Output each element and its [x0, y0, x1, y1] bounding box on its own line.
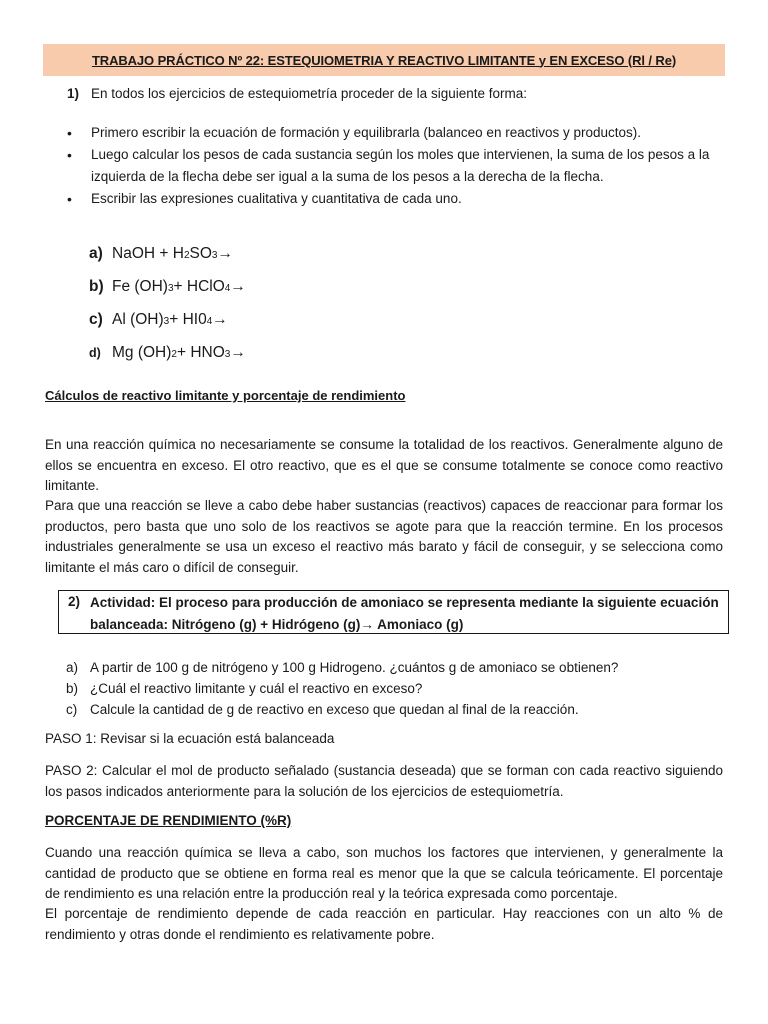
- paragraph: Para que una reacción se lleve a cabo debe haber sustancias (reactivos) capaces de reaccionar para formar los productos, pero basta que uno solo de los reactivos se agote para que la reacción termine. En los procesos industriales generalmente se usa un exceso el reactivo más barato y fácil de conseguir, y se selecciona como limitante el más caro o difícil de conseguir.: [45, 498, 723, 575]
- paragraph: En una reacción química no necesariamente se consume la totalidad de los reactivos. Generalmente alguno de ellos se encuentra en exceso. El otro reactivo, que es el que se consume totalmente se conoce como reactivo limitante.: [45, 437, 723, 494]
- activity-number: 2): [68, 594, 81, 609]
- section-heading-limiting-reagent: Cálculos de reactivo limitante y porcentaje de rendimiento: [45, 388, 406, 403]
- page-title: TRABAJO PRÁCTICO Nº 22: ESTEQUIOMETRIA Y REACTIVO LIMITANTE y EN EXCESO (Rl / Re): [91, 52, 677, 68]
- equation-label: d): [89, 346, 101, 360]
- item-1-number: 1): [67, 86, 80, 101]
- equation-a: a) NaOH + H 2 SO 3 →: [89, 245, 233, 262]
- question-item: c) Calcule la cantidad de g de reactivo en exceso que quedan al final de la reacción.: [66, 702, 579, 717]
- equation-c: c) Al (OH) 3 + HI0 4 →: [89, 311, 228, 328]
- question-item: a) A partir de 100 g de nitrógeno y 100 g Hidrogeno. ¿cuántos g de amoniaco se obtienen?: [66, 660, 619, 675]
- activity-text: Actividad: El proceso para producción de amoniaco se representa mediante la siguiente ecuación balanceada: Nitrógeno (g) + Hidrógeno (g)→ Amoniaco (g): [90, 595, 719, 632]
- item-1-intro: En todos los ejercicios de estequiometría proceder de la siguiente forma:: [91, 86, 527, 101]
- activity-questions: [66, 657, 618, 720]
- step-1: PASO 1: Revisar si la ecuación está balanceada: [45, 731, 335, 746]
- title-banner: [43, 44, 725, 76]
- instruction-bullet: • Luego calcular los pesos de cada sustancia según los moles que intervienen, la suma de los pesos a la izquierda de la flecha debe ser igual a la suma de los pesos a la derecha de la flecha.: [64, 144, 724, 188]
- instruction-bullet: • Escribir las expresiones cualitativa y cuantitativa de cada uno.: [64, 188, 724, 210]
- equation-label: a): [89, 245, 103, 262]
- arrow-right-icon: →: [230, 278, 246, 295]
- equation-d: d) Mg (OH) 2 + HNO 3 →: [89, 344, 246, 361]
- step-2: PASO 2: Calcular el mol de producto señalado (sustancia deseada) que se forman con cada reactivo siguiendo los pasos indicados anteriormente para la solución de los ejercicios de estequiometría.: [45, 763, 723, 799]
- section-heading-yield: PORCENTAJE DE RENDIMIENTO (%R): [45, 813, 292, 828]
- equation-label: c): [89, 311, 103, 328]
- question-item: b) ¿Cuál el reactivo limitante y cuál el reactivo en exceso?: [66, 681, 423, 696]
- paragraph: El porcentaje de rendimiento depende de cada reacción en particular. Hay reacciones con un alto % de rendimiento y otras donde el rendimiento es relativamente pobre.: [45, 906, 723, 942]
- activity-box: [58, 590, 729, 634]
- arrow-right-icon: →: [212, 311, 228, 328]
- arrow-right-icon: →: [217, 245, 233, 262]
- arrow-right-icon: →: [230, 344, 246, 361]
- paragraph: Cuando una reacción química se lleva a cabo, son muchos los factores que intervienen, y generalmente la cantidad de producto que se obtiene en forma real es menor que la que se calcula teóricamente. El porcentaje de rendimiento es una relación entre la producción real y la teórica expresada como porcentaje.: [45, 845, 723, 902]
- instructions-list: [64, 122, 724, 210]
- instruction-bullet: • Primero escribir la ecuación de formación y equilibrarla (balanceo en reactivos y productos).: [64, 122, 724, 144]
- equation-label: b): [89, 278, 104, 295]
- equation-b: b) Fe (OH) 3 + HClO 4 →: [89, 278, 246, 295]
